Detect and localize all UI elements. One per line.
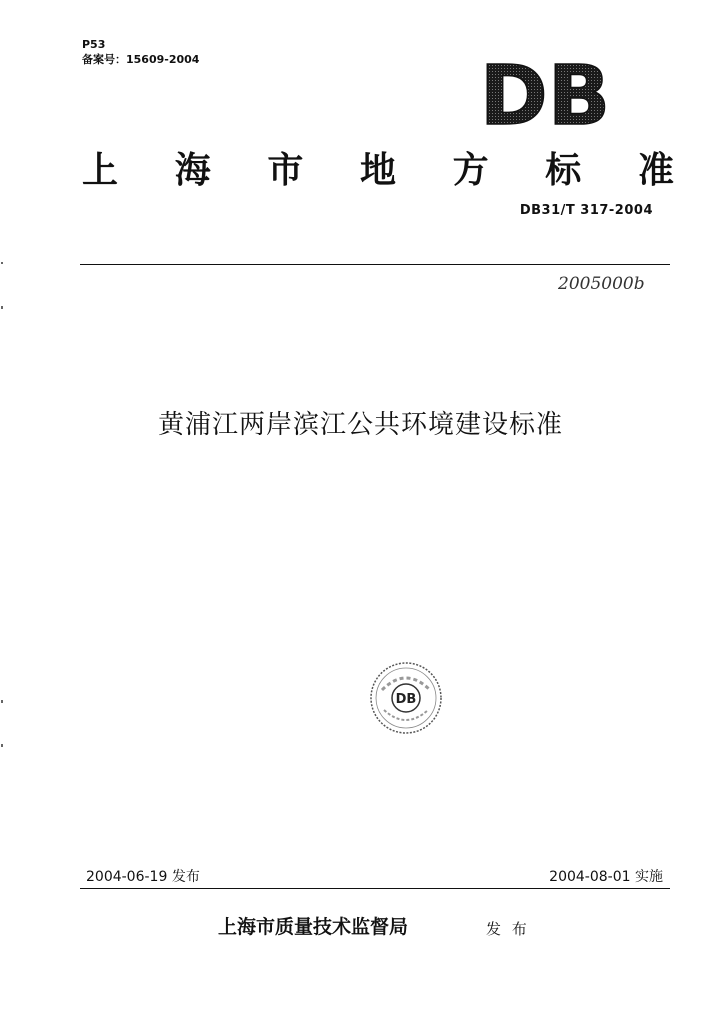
standard-type-char: 上: [82, 149, 119, 191]
record-number-label: 备案号：: [82, 53, 126, 66]
classification-code: P53: [82, 38, 106, 51]
db-logo-text: DB: [479, 58, 611, 130]
scan-speck: [1, 306, 3, 309]
handwritten-note-text: 2005000b: [558, 274, 645, 294]
record-number-value: 15609-2004: [126, 53, 200, 66]
scan-speck: [1, 700, 3, 703]
document-title: 黄浦江两岸滨江公共环境建设标准: [157, 410, 563, 440]
standard-type-char: 标: [545, 149, 582, 191]
scan-speck: [1, 744, 3, 747]
scan-speck: [1, 262, 3, 264]
publish-date-value: 2004-06-19: [86, 869, 168, 885]
bottom-divider: [80, 888, 670, 889]
standard-type-title: [82, 148, 674, 192]
seal-stamp: [368, 660, 444, 736]
db-logo: [470, 58, 620, 130]
standard-type-char: 海: [174, 149, 211, 191]
standard-type-char: 市: [267, 149, 304, 191]
effective-date-value: 2004-08-01: [549, 869, 631, 885]
top-divider: [80, 264, 670, 265]
issuing-verb: 发 布: [486, 920, 530, 938]
effective-date-verb: 实施: [635, 869, 663, 885]
issuing-authority: 上海市质量技术监督局: [218, 916, 409, 938]
handwritten-note: [556, 272, 664, 294]
seal-center-text: DB: [395, 692, 417, 707]
publish-date: [86, 866, 200, 886]
effective-date: [549, 866, 663, 886]
standard-type-char: 准: [637, 149, 674, 191]
publish-date-verb: 发布: [171, 869, 200, 885]
record-number: [82, 53, 199, 67]
standard-type-char: 方: [452, 149, 489, 191]
standard-code: DB31/T 317-2004: [519, 203, 653, 218]
standard-type-char: 地: [359, 149, 396, 191]
